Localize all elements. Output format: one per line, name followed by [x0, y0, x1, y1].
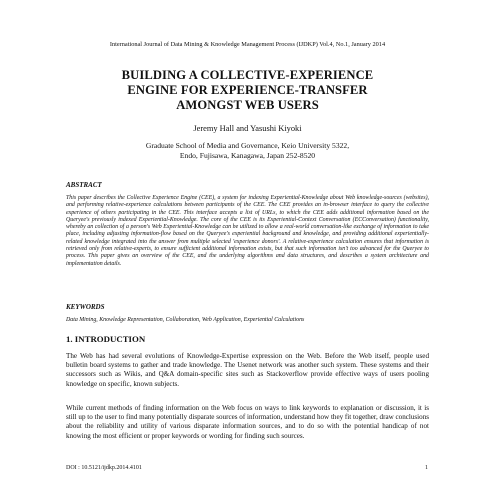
journal-header: International Journal of Data Mining & Knowledge Management Process (IJDKP) Vol.4, No.1, January 2014: [109, 41, 386, 48]
title-line-3: AMONGST WEB USERS: [176, 98, 319, 112]
paper-title: [0, 68, 495, 113]
abstract-heading: ABSTRACT: [66, 181, 102, 189]
affiliation-line-1: Graduate School of Media and Governance, Keio University 5322,: [145, 141, 350, 150]
abstract-text: This paper describes the Collective Experience Engine (CEE), a system for indexing Experiential-Knowledge about Web knowledge-sources (websites), and performing relative-experience calculations between participants of the CEE. The CEE provides an in-browser interface to query the collective experience of others participating in the CEE. This interface accepts a list of URLs, to which the CEE adds additional information based on the Queryee's previously indexed Experiential-Knowledge. The core of the CEE is its Experiential-Context Conversation (ECConversation) functionality, whereby an collection of a person's Web Experiential-Knowledge can be utilized to allow a real-world conversation-like exchange of information to take place, including adjusting information-flow based on the Queryee's experiential background and knowledge, and providing additional experientially-related knowledge integrated into the answer from multiple selected 'experience donors'. A relative-experience calculation ensures that information is retrieved only from relative-experts, to ensure sufficient additional information exists, but that such information isn't too advanced for the Queryee to process. This paper gives an overview of the CEE, and the underlying algorithms and data structures, and describes a system architecture and implementation details.: [66, 195, 429, 267]
keywords-heading: KEYWORDS: [66, 303, 105, 311]
keywords-text: Data Mining, Knowledge Representation, Collaboration, Web Application, Experiential Calculations: [66, 317, 305, 323]
authors: Jeremy Hall and Yasushi Kiyoki: [193, 124, 302, 133]
intro-paragraph-1: The Web has had several evolutions of Knowledge-Expertise expression on the Web. Before the Web itself, people used bulletin board systems to gather and trade knowledge. The Usenet network was another such system. These systems and their successors such as Wikis, and Q&A domain-specific sites such as Stackoverflow provide effective ways of users pooling knowledge on specific, known subjects.: [66, 352, 429, 388]
title-line-2: ENGINE FOR EXPERIENCE-TRANSFER: [127, 83, 368, 97]
affiliation: [0, 141, 495, 161]
affiliation-line-2: Endo, Fujisawa, Kanagawa, Japan 252-8520: [179, 151, 316, 160]
footer-doi: DOI : 10.5121/ijdkp.2014.4101: [66, 465, 142, 471]
footer-page-number: 1: [425, 465, 428, 471]
introduction-heading: 1. INTRODUCTION: [66, 334, 146, 344]
intro-paragraph-2: While current methods of finding information on the Web focus on ways to link keywords to explanation or discussion, it is still up to the user to find many potentially disparate sources of information, understand how they fit together, draw conclusions about the reliability and utility of various disparate information sources, and to do so with the potential handicap of not knowing the most efficient or proper keywords or wording for finding such sources.: [66, 404, 429, 440]
title-line-1: BUILDING A COLLECTIVE-EXPERIENCE: [121, 68, 374, 82]
